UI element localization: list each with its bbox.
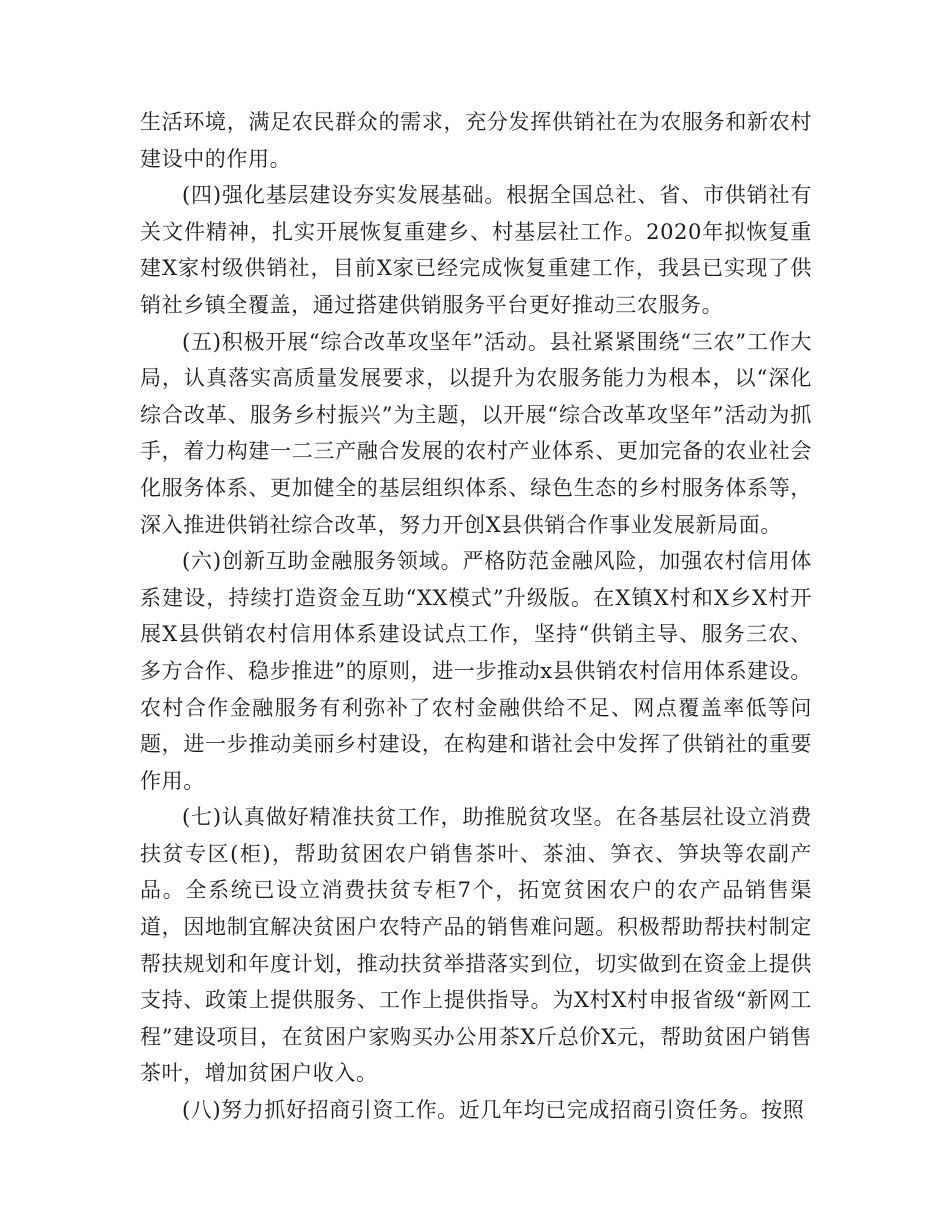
paragraph-section-5: (五)积极开展“综合改革攻坚年”活动。县社紧紧围绕“三农”工作大局，认真落实高质量发展要求，以提升为农服务能力为根本，以“深化综合改革、服务乡村振兴”为主题，以开展“综合改革攻坚年”活动为抓手，着力构建一二三产融合发展的农村产业体系、更加完备的农业社会化服务体系、更加健全的基层组织体系、绿色生态的乡村服务体系等，深入推进供销社综合改革，努力开创X县供销合作事业发展新局面。: [140, 329, 812, 537]
paragraph-section-4: (四)强化基层建设夯实发展基础。根据全国总社、省、市供销社有关文件精神，扎实开展恢复重建乡、村基层社工作。2020年拟恢复重建X家村级供销社，目前X家已经完成恢复重建工作，我县已实现了供销社乡镇全覆盖，通过搭建供销服务平台更好推动三农服务。: [140, 183, 812, 317]
paragraph-continuation: 生活环境，满足农民群众的需求，充分发挥供销社在为农服务和新农村建设中的作用。: [140, 110, 812, 171]
document-body: [140, 104, 812, 1129]
paragraph-section-6: (六)创新互助金融服务领域。严格防范金融风险，加强农村信用体系建设，持续打造资金互助“XX模式”升级版。在X镇X村和X乡X村开展X县供销农村信用体系建设试点工作，坚持“供销主导、服务三农、多方合作、稳步推进”的原则，进一步推动x县供销农村信用体系建设。农村合作金融服务有利弥补了农村金融供给不足、网点覆盖率低等问题，进一步推动美丽乡村建设，在构建和谐社会中发挥了供销社的重要作用。: [140, 549, 812, 793]
paragraph-section-8: (八)努力抓好招商引资工作。近几年均已完成招商引资任务。按照: [182, 1098, 805, 1123]
paragraph-section-7: (七)认真做好精准扶贫工作，助推脱贫攻坚。在各基层社设立消费扶贫专区(柜)，帮助贫困农户销售茶叶、茶油、笋衣、笋块等农副产品。全系统已设立消费扶贫专柜7个，拓宽贫困农户的农产品销售渠道，因地制宜解决贫困户农特产品的销售难问题。积极帮助帮扶村制定帮扶规划和年度计划，推动扶贫举措落实到位，切实做到在资金上提供支持、政策上提供服务、工作上提供指导。为X村X村申报省级“新网工程”建设项目，在贫困户家购买办公用茶X斤总价X元，帮助贫困户销售茶叶，增加贫困户收入。: [140, 805, 812, 1086]
